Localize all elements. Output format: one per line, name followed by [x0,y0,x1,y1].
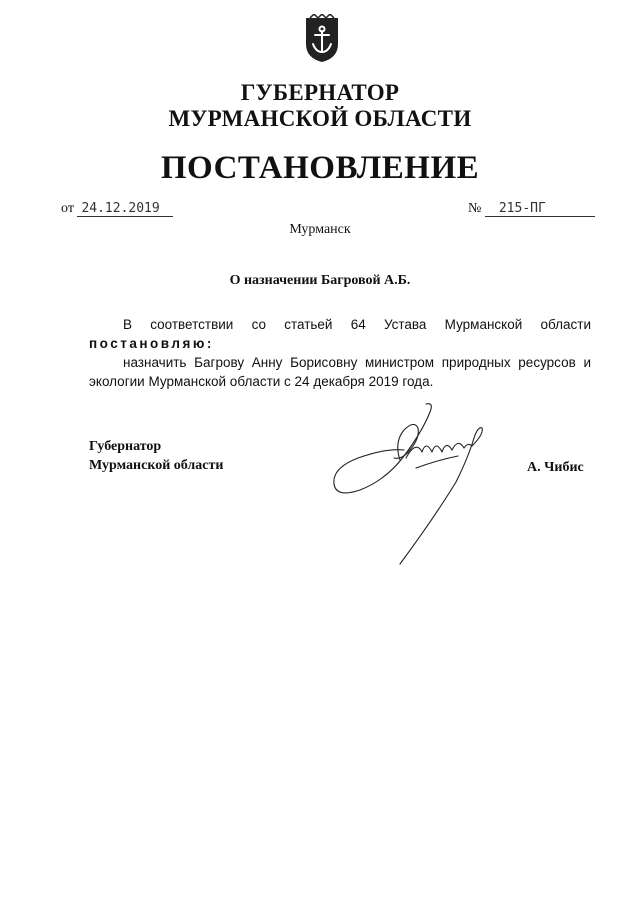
document-type-heading: ПОСТАНОВЛЕНИЕ [160,150,480,186]
signatory-title-line2: Мурманской области [89,458,224,473]
authority-title: ГУБЕРНАТОР [240,80,400,105]
date-value: 24.12.2019 [77,201,173,217]
signatory-title [89,437,223,475]
coat-of-arms-icon [302,14,342,64]
city-label: Мурманск [289,222,351,237]
date-prefix: от [61,201,74,216]
document-date [61,201,173,217]
number-prefix: № [468,201,482,216]
signatory-name: А. Чибис [527,460,584,475]
authority-region: МУРМАНСКОЙ ОБЛАСТИ [168,106,472,131]
body-paragraph-basis: В соответствии со статьей 64 Устава Мурманской области [123,317,591,332]
document-number [468,201,595,217]
document-subject: О назначении Багровой А.Б. [229,273,411,288]
decree-word: постановляю: [89,336,214,351]
handwritten-signature [330,398,505,568]
signatory-title-line1: Губернатор [89,439,162,454]
body-paragraph-appointment: назначить Багрову Анну Борисовну министром природных ресурсов и экологии Мурманской области с 24 декабря 2019 года. [89,355,591,389]
number-value: 215-ПГ [485,201,595,217]
